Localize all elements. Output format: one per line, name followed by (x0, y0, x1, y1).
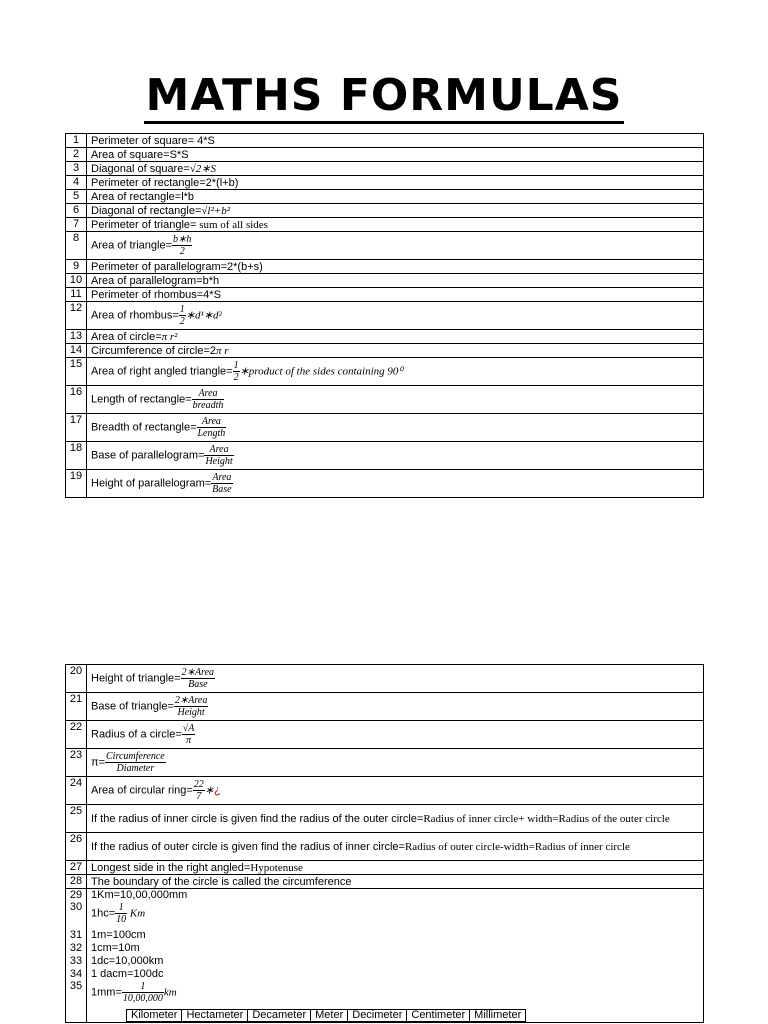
formula-cell (87, 330, 704, 344)
page-title: MATHS FORMULAS (0, 70, 768, 121)
row-number: 1 (66, 134, 87, 148)
conversion-label: 1mm= (91, 986, 122, 999)
row-number: 13 (66, 330, 87, 344)
row-number: 10 (66, 274, 87, 288)
formula-text: The boundary of the circle is called the circumference (91, 875, 352, 888)
formula-text: Area of square=S*S (91, 148, 189, 161)
formula-symbol: ¿ (214, 784, 221, 797)
unit-cell: Kilometer (127, 1010, 182, 1022)
table-row (66, 134, 704, 148)
formula-label: If the radius of inner circle is given find the radius of the outer circle= (91, 812, 424, 825)
formula-cell (87, 470, 704, 498)
fraction-numerator: 1 (179, 304, 185, 315)
table-row (66, 665, 704, 693)
units-row (127, 1010, 526, 1022)
fraction (115, 902, 127, 925)
formula-suffix: ∗product of the sides containing 90⁰ (239, 365, 403, 378)
table-row (66, 344, 704, 358)
row-number: 26 (66, 833, 87, 861)
formula-expression: √l²+b² (201, 204, 231, 217)
fraction-denominator: π (186, 735, 192, 746)
formula-label: Area of triangle= (91, 239, 173, 252)
formula-cell (87, 288, 704, 302)
fraction-denominator: 10 (116, 914, 127, 925)
formula-text: Area of rectangle=l*b (91, 190, 195, 203)
formula-cell (87, 665, 704, 693)
row-number: 28 (66, 875, 87, 889)
fraction-numerator: Area (204, 444, 233, 456)
table-row (66, 176, 704, 190)
row-number: 20 (66, 665, 87, 693)
formula-label: Diagonal of square= (91, 163, 190, 175)
table-row (66, 749, 704, 777)
row-number: 14 (66, 344, 87, 358)
formula-table-2 (65, 664, 704, 1023)
formula-cell (87, 875, 704, 889)
formula-text: Perimeter of rhombus=4*S (91, 288, 221, 301)
row-number: 23 (66, 749, 87, 777)
fraction (181, 667, 215, 690)
row-numbers (66, 889, 87, 1023)
formula-cell (87, 232, 704, 260)
formula-cell (87, 344, 704, 358)
row-number: 33 (69, 955, 83, 967)
formula-expression: Radius of outer circle-width=Radius of inner circle (404, 840, 630, 853)
formula-cell (87, 148, 704, 162)
unit-cell: Millimeter (470, 1010, 526, 1022)
fraction-numerator: Area (197, 416, 227, 428)
fraction-numerator: Area (192, 388, 225, 400)
fraction (204, 444, 233, 467)
fraction (193, 779, 205, 802)
fraction (172, 234, 192, 257)
formula-expression: √2∗S (189, 163, 217, 175)
formula-cell (87, 260, 704, 274)
fraction-denominator: 2 (179, 316, 185, 327)
table-row (66, 218, 704, 232)
row-number: 15 (66, 358, 87, 386)
table-row (66, 148, 704, 162)
table-row (66, 875, 704, 889)
formula-cell (87, 358, 704, 386)
conversion-dacm-dc: 1 dacm=100dc (91, 968, 164, 980)
formula-text: Area of parallelogram=b*h (91, 274, 220, 287)
fraction (174, 695, 208, 718)
row-number: 7 (66, 218, 87, 232)
conversion-dc-km: 1dc=10,000km (91, 955, 164, 967)
conversion-km-mm: 1Km=10,00,000mm (91, 889, 188, 901)
table-row (66, 386, 704, 414)
fraction (182, 723, 196, 746)
row-number: 8 (66, 232, 87, 260)
row-number: 9 (66, 260, 87, 274)
conversion-m-cm: 1m=100cm (91, 929, 146, 941)
fraction-denominator: Height (177, 707, 205, 718)
table-row (66, 330, 704, 344)
fraction-numerator: 2∗Area (181, 667, 215, 678)
formula-label: Area of right angled triangle= (91, 365, 233, 378)
formula-cell (87, 190, 704, 204)
formula-label: Diagonal of rectangle= (91, 204, 202, 217)
table-row (66, 260, 704, 274)
conversion-cm-m: 1cm=10m (91, 942, 140, 954)
fraction (211, 472, 232, 495)
formula-cell (87, 414, 704, 442)
formula-cell (87, 805, 704, 833)
row-number: 19 (66, 470, 87, 498)
row-number: 18 (66, 442, 87, 470)
row-number: 2 (66, 148, 87, 162)
formula-cell (87, 749, 704, 777)
table-row (66, 833, 704, 861)
conversion-cell (87, 889, 704, 1023)
table-row (66, 470, 704, 498)
formula-text: Perimeter of square= 4*S (91, 134, 215, 147)
formula-label: Longest side in the right angled= (91, 861, 251, 874)
fraction (179, 304, 186, 327)
fraction-denominator: 2 (179, 246, 185, 257)
row-number: 32 (69, 942, 83, 954)
formula-expression: π r² (161, 330, 178, 343)
fraction-denominator: 2 (233, 372, 239, 383)
table-row (66, 721, 704, 749)
row-number: 4 (66, 176, 87, 190)
conversion-unit: km (163, 986, 177, 999)
conversion-label: 1hc= (91, 907, 116, 920)
table-row (66, 777, 704, 805)
fraction-numerator: 22 (193, 779, 204, 790)
formula-label: Perimeter of triangle= (91, 218, 197, 231)
formula-cell (87, 274, 704, 288)
conversion-hc (91, 902, 699, 929)
table-row (66, 232, 704, 260)
fraction-numerator: 2∗Area (174, 695, 208, 706)
formula-label: Length of rectangle= (91, 393, 192, 406)
formula-cell (87, 302, 704, 330)
fraction (197, 416, 227, 439)
conversion-unit: Km (127, 907, 146, 920)
table-row (66, 358, 704, 386)
row-number: 17 (66, 414, 87, 442)
fraction-denominator: 10,00,000 (122, 993, 163, 1004)
formula-label: Area of circle= (91, 330, 162, 343)
row-number: 5 (66, 190, 87, 204)
formula-cell (87, 176, 704, 190)
formula-expression: sum of all sides (196, 218, 268, 231)
conversion-mm (91, 981, 699, 1008)
table-row (66, 162, 704, 176)
table-row (66, 805, 704, 833)
table-row (66, 861, 704, 875)
units-table (126, 1009, 526, 1022)
formula-cell (87, 442, 704, 470)
row-number: 12 (66, 302, 87, 330)
formula-expression: π r (216, 344, 229, 357)
formula-label: If the radius of outer circle is given find the radius of inner circle= (91, 840, 405, 853)
formula-label: Height of parallelogram= (91, 477, 212, 490)
formula-label: Height of triangle= (91, 672, 181, 685)
fraction-numerator: Area (212, 472, 232, 483)
table-row (66, 442, 704, 470)
formula-label: Base of triangle= (91, 700, 174, 713)
formula-text: Perimeter of parallelogram=2*(b+s) (91, 260, 263, 273)
table-row (66, 693, 704, 721)
formula-cell (87, 833, 704, 861)
fraction (233, 360, 240, 383)
row-number: 30 (69, 901, 83, 913)
formula-cell (87, 218, 704, 232)
row-number: 6 (66, 204, 87, 218)
fraction (105, 751, 166, 774)
formula-label: Area of circular ring= (91, 784, 193, 797)
fraction-numerator: 1 (122, 981, 164, 993)
row-number: 31 (69, 929, 83, 941)
table-row (66, 190, 704, 204)
formula-cell (87, 134, 704, 148)
fraction-denominator: Base (212, 484, 232, 495)
formula-expression: Hypotenuse (250, 861, 303, 874)
fraction-denominator: breadth (192, 400, 224, 411)
formula-label: π= (91, 756, 106, 769)
formula-cell (87, 204, 704, 218)
row-number: 22 (66, 721, 87, 749)
unit-cell: Decameter (248, 1010, 311, 1022)
formula-label: Radius of a circle= (91, 728, 182, 741)
fraction-numerator: 1 (115, 902, 127, 914)
row-number: 25 (66, 805, 87, 833)
formula-suffix: ∗d¹∗d² (185, 309, 222, 322)
fraction (192, 388, 225, 411)
formula-label: Area of rhombus= (91, 309, 179, 322)
formula-cell (87, 777, 704, 805)
fraction-denominator: Length (197, 428, 226, 439)
fraction-numerator: √A (182, 723, 195, 734)
formula-cell (87, 386, 704, 414)
formula-label: Breadth of rectangle= (91, 421, 197, 434)
fraction (122, 981, 164, 1004)
unit-cell: Meter (311, 1010, 348, 1022)
fraction-numerator: Circumference (106, 751, 165, 762)
formula-table-1 (65, 133, 704, 498)
row-number: 21 (66, 693, 87, 721)
formula-label: Base of parallelogram= (91, 449, 205, 462)
table-row (66, 302, 704, 330)
unit-cell: Hectameter (182, 1010, 248, 1022)
formula-suffix: ∗ (204, 784, 215, 797)
row-number: 35 (69, 980, 83, 992)
unit-cell: Decimeter (348, 1010, 407, 1022)
row-number: 24 (66, 777, 87, 805)
row-number: 16 (66, 386, 87, 414)
row-number: 3 (66, 162, 87, 176)
table-row (66, 204, 704, 218)
formula-label: Circumference of circle=2 (91, 344, 217, 357)
fraction-denominator: Height (205, 456, 233, 467)
row-number: 11 (66, 288, 87, 302)
fraction-denominator: 7 (196, 791, 202, 802)
row-number: 34 (69, 968, 83, 980)
fraction-denominator: Base (188, 679, 208, 690)
fraction-numerator: b∗h (173, 234, 192, 245)
row-number: 27 (66, 861, 87, 875)
formula-text: Perimeter of rectangle=2*(l+b) (91, 176, 239, 189)
formula-cell (87, 693, 704, 721)
row-number: 29 (69, 889, 83, 901)
fraction-numerator: 1 (233, 360, 239, 371)
fraction-denominator: Diameter (116, 763, 155, 774)
table-row (66, 288, 704, 302)
formula-cell (87, 721, 704, 749)
conversion-row (66, 889, 704, 1023)
table-row (66, 414, 704, 442)
formula-cell (87, 162, 704, 176)
unit-cell: Centimeter (407, 1010, 470, 1022)
formula-cell (87, 861, 704, 875)
table-row (66, 274, 704, 288)
formula-expression: Radius of inner circle+ width=Radius of the outer circle (423, 812, 670, 825)
